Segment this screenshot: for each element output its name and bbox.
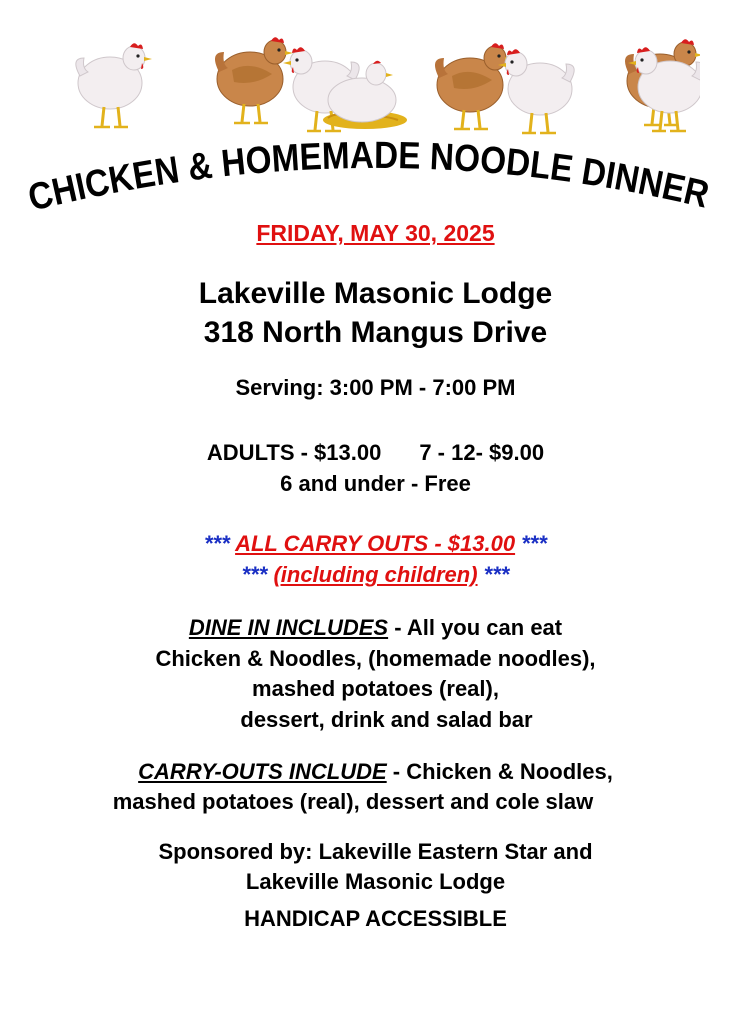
dine-in-line-2: Chicken & Noodles, (homemade noodles), [155, 645, 596, 671]
carry-outs-include-line-1 [0, 757, 751, 787]
stars-right: *** [483, 562, 510, 587]
dine-in-line-3: mashed potatoes (real), [252, 676, 499, 701]
sponsor-block [0, 837, 751, 897]
sponsor-line-2: Lakeville Masonic Lodge [245, 869, 506, 894]
carry-out-note: (including children) [273, 562, 478, 587]
sponsor-line-1: Sponsored by: Lakeville Eastern Star and [158, 839, 593, 864]
dine-in-heading: DINE IN INCLUDES [188, 615, 389, 640]
dine-in-block [0, 613, 751, 735]
serving-time: Serving: 3:00 PM - 7:00 PM [235, 375, 516, 400]
dine-in-text: - All you can eat [388, 615, 563, 640]
stars-left: *** [204, 531, 230, 556]
under-six-price: 6 and under - Free [280, 471, 471, 496]
child-price: 7 - 12- $9.00 [419, 440, 545, 465]
carry-outs-include-heading: CARRY-OUTS INCLUDE [138, 759, 387, 784]
stars-left: *** [241, 562, 268, 587]
price-row [0, 437, 751, 468]
accessibility-note: HANDICAP ACCESSIBLE [244, 906, 507, 931]
venue-address: 318 North Mangus Drive [203, 316, 548, 349]
stars-right: *** [521, 531, 547, 556]
venue-name: Lakeville Masonic Lodge [198, 277, 553, 310]
event-title-arc [0, 135, 751, 225]
dine-in-line-4: dessert, drink and salad bar [240, 706, 533, 732]
event-title: CHICKEN & HOMEMADE NOODLE DINNER [24, 135, 717, 220]
adult-price: ADULTS - $13.00 [206, 440, 382, 465]
chickens-illustration [60, 28, 700, 138]
carry-outs-include-block [0, 757, 751, 817]
carry-outs-include-line-2: mashed potatoes (real), dessert and cole slaw [112, 789, 594, 814]
carry-out-price: ALL CARRY OUTS - $13.00 [235, 531, 516, 556]
carry-out-note-line [0, 559, 751, 590]
event-date: FRIDAY, MAY 30, 2025 [256, 220, 495, 246]
carry-out-price-line [0, 528, 751, 559]
venue-block [0, 274, 751, 352]
price-block [0, 437, 751, 499]
dine-in-line-1 [0, 613, 751, 644]
carry-outs-include-text: - Chicken & Noodles, [386, 759, 613, 784]
carry-out-pricing [0, 528, 751, 590]
